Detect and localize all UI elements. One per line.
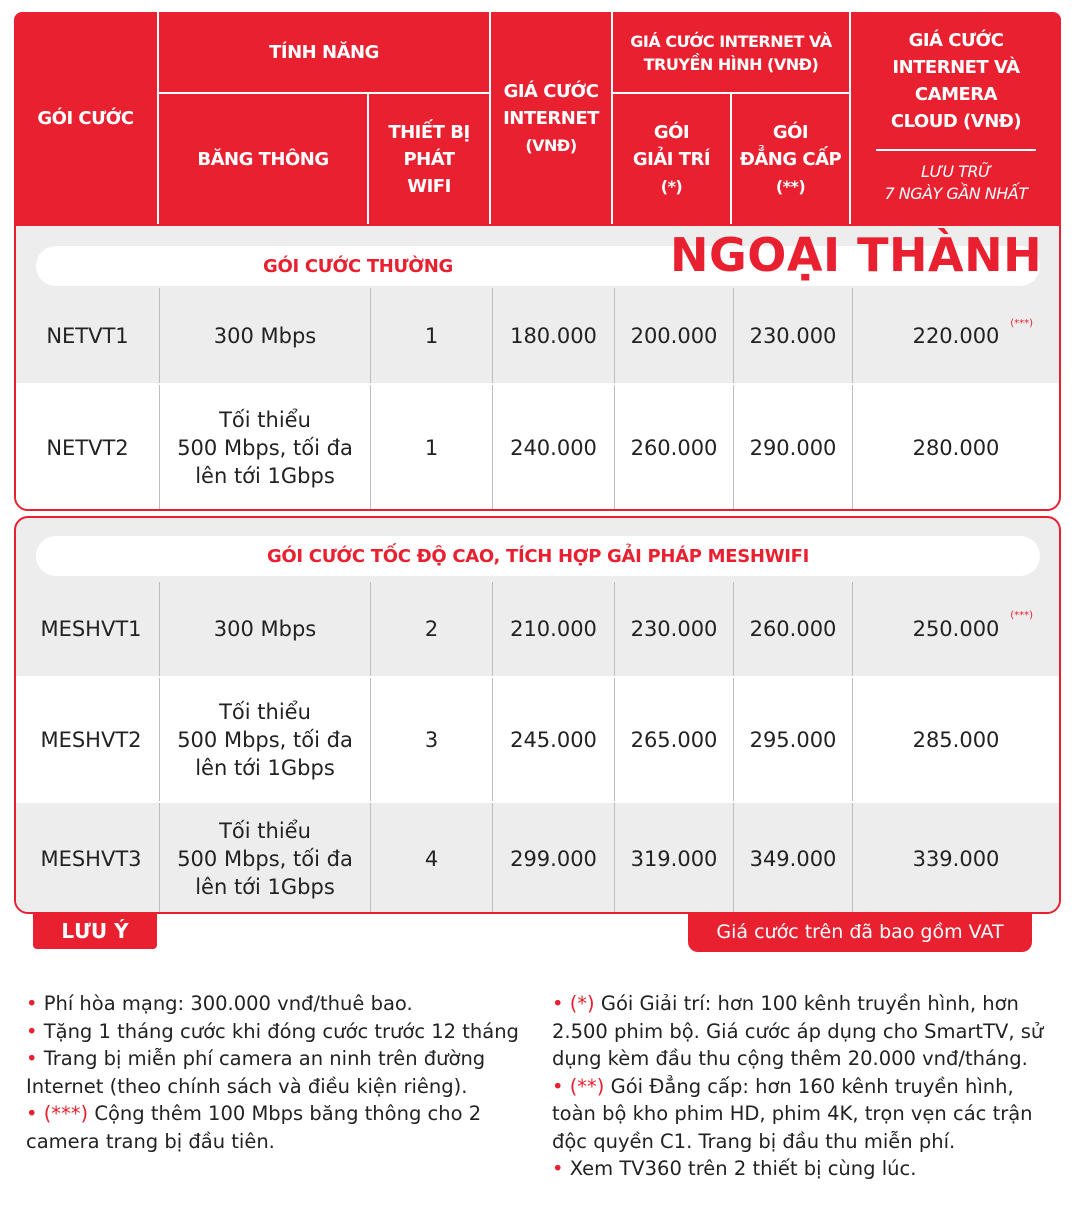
note-item: 2.500 phim bộ. Giá cước áp dụng cho SmartTV, sử xyxy=(552,1019,1044,1043)
wifi-count: 1 xyxy=(370,385,492,511)
premium-price: 290.000 xyxy=(733,385,852,511)
header-cloud: GIÁ CƯỚC INTERNET VÀ CAMERA CLOUD (VNĐ) xyxy=(890,30,1022,132)
wifi-count: 4 xyxy=(370,803,492,914)
header-premium: GÓI ĐẲNG CẤP (**) xyxy=(739,121,842,196)
table-row xyxy=(16,385,1059,511)
bandwidth: 300 Mbps xyxy=(159,582,370,676)
table-row xyxy=(16,582,1059,678)
cloud-price: 285.000 xyxy=(852,678,1059,801)
package-name: NETVT2 xyxy=(46,436,129,460)
note-item: • Phí hòa mạng: 300.000 vnđ/thuê bao. xyxy=(26,992,413,1015)
bandwidth: 300 Mbps xyxy=(159,288,370,383)
premium-price: 295.000 xyxy=(733,678,852,801)
premium-price: 349.000 xyxy=(733,803,852,914)
table-row xyxy=(16,803,1059,914)
note-item: dụng kèm đầu thu cộng thêm 20.000 vnđ/tháng. xyxy=(552,1047,1028,1070)
internet-price: 180.000 xyxy=(492,288,614,383)
header-package: GÓI CƯỚC xyxy=(37,107,134,129)
header-cloud-storage: LƯU TRỮ 7 NGÀY GẦN NHẤT xyxy=(884,162,1028,203)
package-name: MESHVT3 xyxy=(40,846,142,871)
notice-label: LƯU Ý xyxy=(33,912,157,949)
entertainment-price: 200.000 xyxy=(614,288,733,383)
wifi-count: 1 xyxy=(370,288,492,383)
entertainment-price: 319.000 xyxy=(614,803,733,914)
note-item: • (*) Gói Giải trí: hơn 100 kênh truyền hình, hơn xyxy=(552,992,1019,1015)
table-header xyxy=(14,12,1061,224)
cloud-price: 250.000 (***) xyxy=(852,582,1059,676)
note-item: • Tặng 1 tháng cước khi đóng cước trước 12 tháng xyxy=(26,1019,519,1043)
header-bandwidth: BĂNG THÔNG xyxy=(197,148,329,170)
note-item: camera trang bị đầu tiên. xyxy=(26,1129,275,1153)
note-item: • Trang bị miễn phí camera an ninh trên đường xyxy=(26,1047,486,1070)
entertainment-price: 265.000 xyxy=(614,678,733,801)
note-item: • Xem TV360 trên 2 thiết bị cùng lúc. xyxy=(552,1157,917,1180)
note-item: • (***) Cộng thêm 100 Mbps băng thông cho 2 xyxy=(26,1102,482,1125)
note-item: toàn bộ kho phim HD, phim 4K, trọn vẹn các trận xyxy=(552,1102,1033,1125)
divider xyxy=(876,149,1036,151)
notes-left xyxy=(26,990,546,1155)
note-item: độc quyền C1. Trang bị đầu thu miễn phí. xyxy=(552,1129,956,1153)
section-title: GÓI CƯỚC TỐC ĐỘ CAO, TÍCH HỢP GẢI PHÁP MESHWIFI xyxy=(36,536,1040,576)
notes-right xyxy=(552,990,1072,1183)
cloud-price: 339.000 xyxy=(852,803,1059,914)
bandwidth: Tối thiểu 500 Mbps, tối đa lên tới 1Gbps xyxy=(159,678,370,801)
wifi-count: 2 xyxy=(370,582,492,676)
footnote-marker: (***) xyxy=(1010,318,1033,329)
premium-price: 230.000 xyxy=(733,288,852,383)
note-item: Internet (theo chính sách và điều kiện riêng). xyxy=(26,1074,468,1098)
package-name: MESHVT1 xyxy=(40,617,142,641)
package-name: NETVT1 xyxy=(46,323,129,348)
note-item: • (**) Gói Đẳng cấp: hơn 160 kênh truyền hình, xyxy=(552,1074,1014,1098)
header-internet-price: GIÁ CƯỚC INTERNET (VNĐ) xyxy=(503,80,599,155)
header-wifi: THIẾT BỊ PHÁT WIFI xyxy=(388,121,470,197)
section-title: GÓI CƯỚC THƯỜNG xyxy=(36,246,1040,286)
internet-price: 245.000 xyxy=(492,678,614,801)
region-title: NGOẠI THÀNH xyxy=(670,228,1043,282)
wifi-count: 3 xyxy=(370,678,492,801)
header-internet-tv: GIÁ CƯỚC INTERNET VÀ TRUYỀN HÌNH (VNĐ) xyxy=(630,32,832,74)
bandwidth: Tối thiểu 500 Mbps, tối đa lên tới 1Gbps xyxy=(159,803,370,914)
header-features: TÍNH NĂNG xyxy=(269,41,379,63)
vat-label: Giá cước trên đã bao gồm VAT xyxy=(688,912,1032,952)
footnote-marker: (***) xyxy=(1010,610,1033,621)
entertainment-price: 230.000 xyxy=(614,582,733,676)
entertainment-price: 260.000 xyxy=(614,385,733,511)
header-entertainment: GÓI GIẢI TRÍ (*) xyxy=(632,121,711,196)
table-row xyxy=(16,678,1059,803)
package-name: MESHVT2 xyxy=(40,727,142,752)
internet-price: 210.000 xyxy=(492,582,614,676)
cloud-price: 220.000 (***) xyxy=(852,288,1059,383)
section-meshwifi xyxy=(14,516,1061,914)
table-row xyxy=(16,288,1059,385)
bandwidth: Tối thiểu 500 Mbps, tối đa lên tới 1Gbps xyxy=(159,385,370,511)
cloud-price: 280.000 xyxy=(852,385,1059,511)
internet-price: 299.000 xyxy=(492,803,614,914)
premium-price: 260.000 xyxy=(733,582,852,676)
internet-price: 240.000 xyxy=(492,385,614,511)
